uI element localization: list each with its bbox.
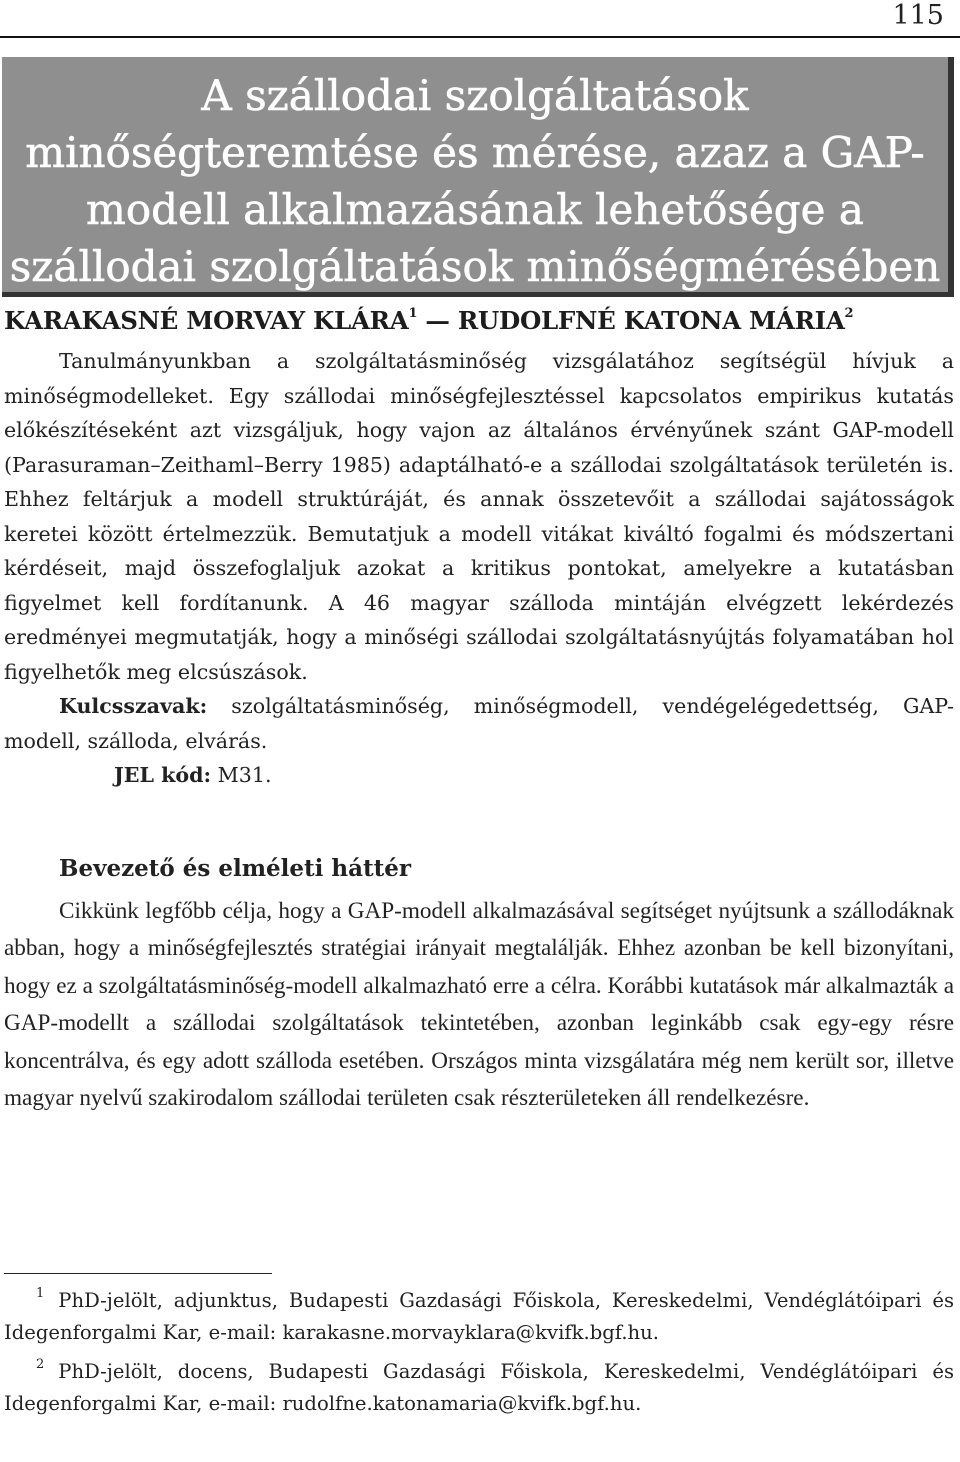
keywords-label: Kulcsszavak: — [59, 694, 208, 718]
footnote-1-text: PhD-jelölt, adjunktus, Budapesti Gazdasági Főiskola, Kereskedelmi, Vendéglátóipari és Idegenforgalmi Kar, e-mail: karakasne.morvayklara@kvifk.bgf.hu. — [4, 1289, 954, 1344]
intro-paragraph: Cikkünk legfőbb célja, hogy a GAP-modell alkalmazásával segítséget nyújtsunk a szállodáknak abban, hogy a minőségfejlesztés stratégiai irányait megtalálják. Ehhez azonban be kell bizonyítani, hogy ez a szolgáltatásminőség-modell alkalmazható erre a célra. Korábbi kutatások már alkalmazták a GAP-modellt a szállodai szolgáltatások tekintetében, azonban leginkább csak egy-egy résre koncentrálva, és egy adott szálloda esetében. Országos minta vizsgálatára még nem került sor, illetve magyar nyelvű szakirodalom szállodai területen csak részterületeken áll rendelkezésre. — [4, 898, 954, 1112]
footnote-2 — [4, 1349, 954, 1420]
jel-label: JEL kód: — [114, 763, 212, 787]
abstract-text: Tanulmányunkban a szolgáltatásminőség vizsgálatához segítségül hívjuk a minőségmodelleket. Egy szállodai minőségfejlesztéssel kapcsolatos empirikus kutatás előkészítéseként azt vizsgáljuk, hogy vajon az általános érvényűnek szánt GAP-modell (Parasuraman–Zeithaml–Berry 1985) adaptálható-e a szállodai szolgáltatások területén is. Ehhez feltárjuk a modell struktúráját, és annak összetevőit a szállodai sajátosságok keretei között értelmezzük. Bemutatjuk a modell vitákat kiváltó fogalmi és módszertani kérdéseit, majd összefoglaljuk azokat a kritikus pontokat, amelyekre a kutatásban figyelmet kell fordítanunk. A 46 magyar szálloda mintáján elvégzett lekérdezés eredményei megmutatják, hogy a minőségi szállodai szolgáltatásnyújtás folyamatában hol figyelhetők meg elcsúszások. — [4, 349, 954, 684]
keywords — [4, 689, 954, 758]
section-heading: Bevezető és elméleti háttér — [59, 855, 412, 882]
author-separator: — — [417, 306, 458, 335]
keywords-list: szolgáltatásminőség, minőségmodell, vendégelégedettség, GAP-modell, szálloda, elvárás. — [4, 694, 954, 753]
footnote-1 — [4, 1278, 954, 1349]
footnotes — [4, 1278, 954, 1420]
footnote-rule — [4, 1273, 272, 1274]
article-title: A szállodai szolgáltatások minőségteremtése és mérése, azaz a GAP-modell alkalmazásának lehetősége a szállodai szolgáltatások minőségmérésében — [9, 71, 941, 291]
abstract — [4, 344, 954, 793]
jel-code-line — [4, 758, 954, 793]
author-1: KARAKASNÉ MORVAY KLÁRA — [4, 306, 409, 335]
author-1-footnote-mark: 1 — [408, 306, 418, 321]
author-line — [4, 306, 853, 335]
footnote-2-mark: 2 — [36, 1357, 45, 1372]
author-2-footnote-mark: 2 — [844, 306, 854, 321]
footnote-1-mark: 1 — [36, 1286, 45, 1301]
header-rule — [0, 36, 960, 38]
author-2: RUDOLFNÉ KATONA MÁRIA — [457, 306, 845, 335]
footnote-2-text: PhD-jelölt, docens, Budapesti Gazdasági Főiskola, Kereskedelmi, Vendéglátóipari és Idegenforgalmi Kar, e-mail: rudolfne.katonamaria@kvifk.bgf.hu. — [4, 1360, 954, 1415]
intro-body — [4, 893, 954, 1117]
title-banner — [2, 57, 954, 297]
jel-code: M31. — [211, 763, 272, 787]
page-number: 115 — [892, 0, 944, 31]
